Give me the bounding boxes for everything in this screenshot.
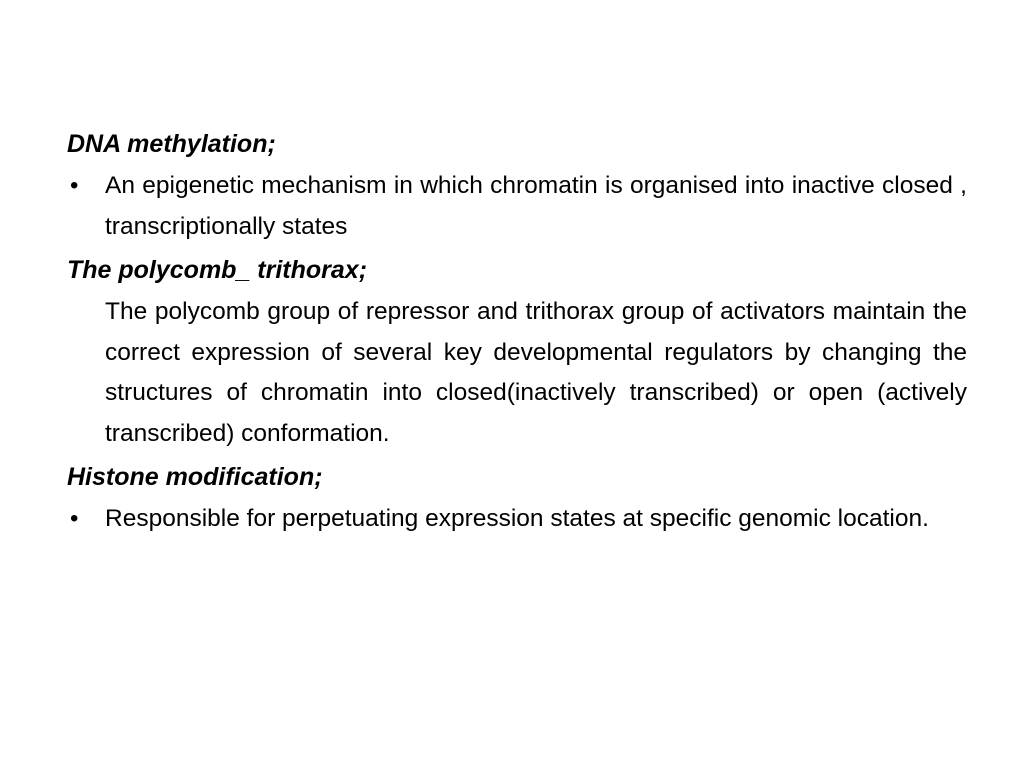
bullet-item-histone-modification bbox=[67, 499, 967, 540]
slide-content bbox=[67, 124, 967, 543]
paragraph-text-polycomb-trithorax: The polycomb group of repressor and trithorax group of activators maintain the correct expression of several key developmental regulators by changing the structures of chromatin into closed(inactively transcribed) or open (actively transcribed) conformation. bbox=[105, 298, 967, 447]
section-heading-dna-methylation: DNA methylation; bbox=[67, 130, 276, 158]
bullet-item-dna-methylation bbox=[67, 166, 967, 247]
bullet-icon: • bbox=[70, 505, 79, 532]
section-heading-polycomb-trithorax: The polycomb_ trithorax; bbox=[67, 256, 368, 284]
bullet-text-histone-modification: Responsible for perpetuating expression states at specific genomic location. bbox=[105, 505, 929, 532]
paragraph-polycomb-trithorax bbox=[67, 292, 967, 454]
bullet-text-dna-methylation: An epigenetic mechanism in which chromatin is organised into inactive closed , transcriptionally states bbox=[105, 172, 967, 240]
section-heading-histone-modification: Histone modification; bbox=[67, 463, 323, 491]
bullet-icon: • bbox=[70, 172, 79, 199]
